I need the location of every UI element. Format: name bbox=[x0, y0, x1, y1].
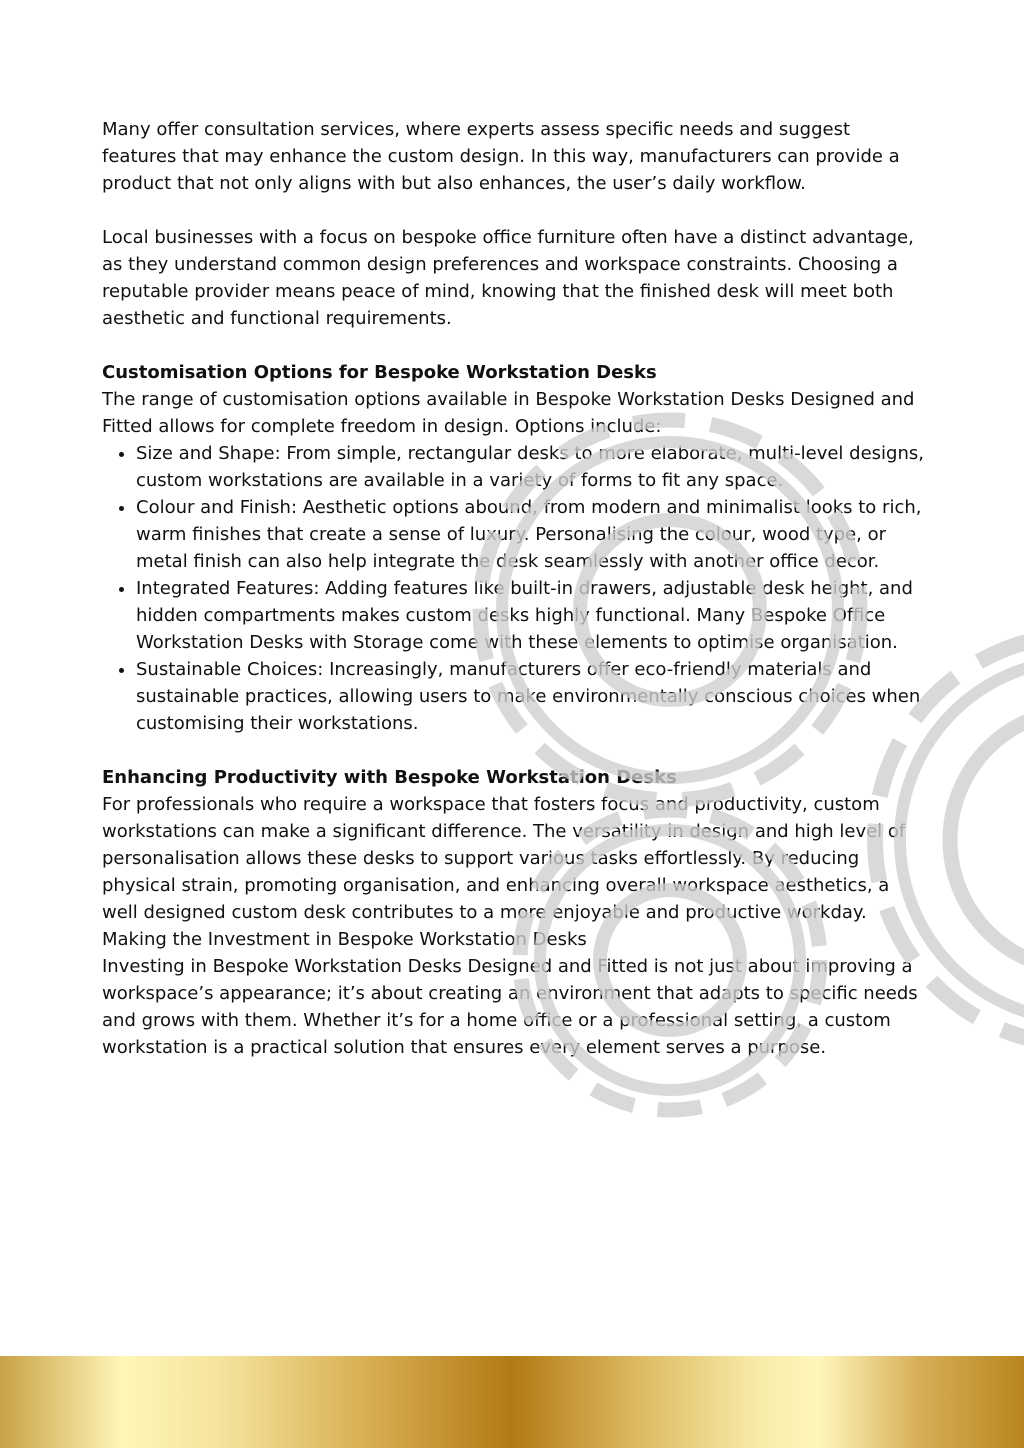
productivity-paragraph: For professionals who require a workspace that fosters focus and productivity, custom workstations can make a significant difference. The versatility in design and high level of personalisation allows these desks to support various tasks effortlessly. By reducing physical strain, promoting organisation, and enhancing overall workspace aesthetics, a well designed custom desk contributes to a more enjoyable and productive workday. bbox=[102, 794, 906, 923]
paragraph-spacer bbox=[102, 197, 924, 224]
list-item: • Integrated Features: Adding features like built-in drawers, adjustable desk height, and hidden compartments makes custom desks highly functional. Many Bespoke Office Workstation Desks with Storage come with these elements to optimise organisation. bbox=[136, 575, 924, 656]
paragraph-spacer bbox=[102, 737, 924, 764]
list-item: • Size and Shape: From simple, rectangular desks to more elaborate, multi-level designs, custom workstations are available in a variety of forms to fit any space. bbox=[136, 440, 924, 494]
list-item: • Colour and Finish: Aesthetic options abound, from modern and minimalist looks to rich, warm finishes that create a sense of luxury. Personalising the colour, wood type, or metal finish can also help integrate the desk seamlessly with another office decor. bbox=[136, 494, 924, 575]
investment-heading: Making the Investment in Bespoke Workstation Desks bbox=[102, 929, 587, 950]
gold-footer-band bbox=[0, 1356, 1024, 1448]
list-item: • Sustainable Choices: Increasingly, manufacturers offer eco-friendly materials and sustainable practices, allowing users to make environmentally conscious choices when customising their workstations. bbox=[136, 656, 924, 737]
intro-paragraph-1: Many offer consultation services, where experts assess specific needs and suggest features that may enhance the custom design. In this way, manufacturers can provide a product that not only aligns with but also enhances, the user’s daily workflow. bbox=[102, 119, 900, 194]
paragraph-spacer bbox=[102, 332, 924, 359]
intro-paragraph-2: Local businesses with a focus on bespoke office furniture often have a distinct advantage, as they understand common design preferences and workspace constraints. Choosing a reputable provider means peace of mind, knowing that the finished desk will meet both aesthetic and functional requirements. bbox=[102, 227, 914, 329]
customisation-intro: The range of customisation options available in Bespoke Workstation Desks Designed and Fitted allows for complete freedom in design. Options include: bbox=[102, 389, 915, 437]
productivity-heading: Enhancing Productivity with Bespoke Workstation Desks bbox=[102, 767, 677, 788]
document-body bbox=[102, 116, 924, 1061]
investment-paragraph: Investing in Bespoke Workstation Desks Designed and Fitted is not just about improving a workspace’s appearance; it’s about creating an environment that adapts to specific needs and grows with them. Whether it’s for a home office or a professional setting, a custom workstation is a practical solution that ensures every element serves a purpose. bbox=[102, 956, 918, 1058]
customisation-options-list bbox=[102, 440, 924, 737]
customisation-heading: Customisation Options for Bespoke Workstation Desks bbox=[102, 362, 657, 383]
